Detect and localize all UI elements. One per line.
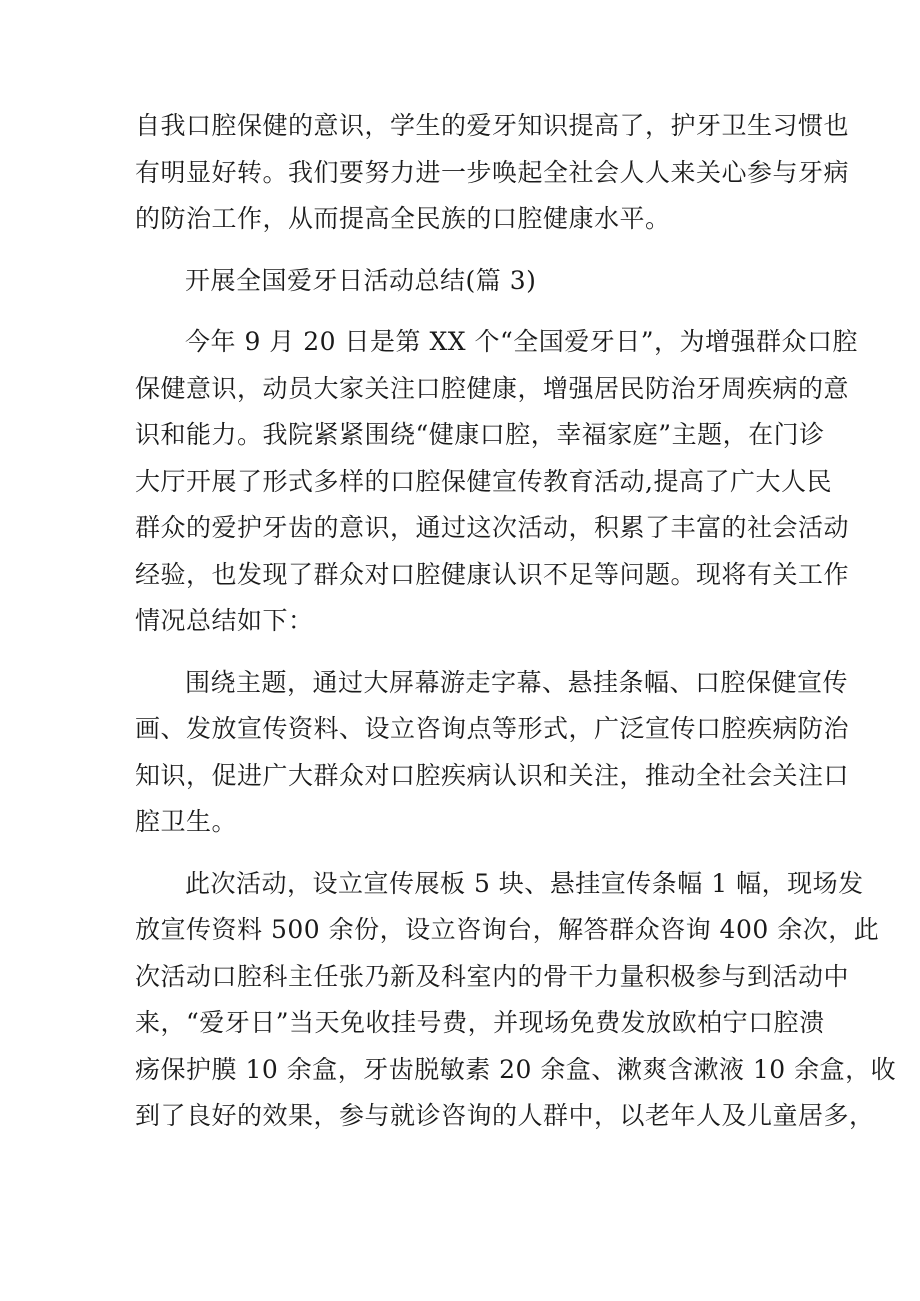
text-line: 的防治工作，从而提高全民族的口腔健康水平。 (135, 204, 671, 233)
text-line: 此次活动，设立宣传展板 5 块、悬挂宣传条幅 1 幅，现场发 (185, 868, 864, 898)
document-body (135, 103, 897, 1140)
text-line: 情况总结如下： (135, 606, 314, 635)
paragraph-theme (135, 660, 850, 846)
text-line: 知识，促进广大群众对口腔疾病认识和关注，推动全社会关注口 (135, 760, 850, 790)
text-line: 今年 9 月 20 日是第 XX 个“全国爱牙日”，为增强群众口腔 (185, 327, 859, 356)
text-line: 保健意识，动员大家关注口腔健康，增强居民防治牙周疾病的意 (135, 373, 850, 403)
text-line: 次活动口腔科主任张乃新及科室内的骨干力量积极参与到活动中 (135, 961, 850, 991)
text-line: 自我口腔保健的意识，学生的爱牙知识提高了，护牙卫生习惯也 (135, 111, 850, 140)
text-line: 来，“爱牙日”当天免收挂号费，并现场免费发放欧柏宁口腔溃 (135, 1008, 825, 1037)
text-line: 大厅开展了形式多样的口腔保健宣传教育活动,提高了广大人民 (135, 466, 832, 496)
text-line: 识和能力。我院紧紧围绕“健康口腔，幸福家庭”主题，在门诊 (135, 420, 825, 449)
text-line: 群众的爱护牙齿的意识，通过这次活动，积累了丰富的社会活动 (135, 513, 850, 542)
section-heading (135, 258, 795, 305)
paragraph-closing-previous (135, 103, 850, 243)
paragraph-activity-details (135, 861, 897, 1140)
text-line: 围绕主题，通过大屏幕游走字幕、悬挂条幅、口腔保健宣传 (185, 667, 849, 697)
text-line: 疡保护膜 10 余盒，牙齿脱敏素 20 余盒、漱爽含漱液 10 余盒，收 (135, 1054, 897, 1084)
text-line: 画、发放宣传资料、设立咨询点等形式，广泛宣传口腔疾病防治 (135, 714, 850, 743)
heading-text: 开展全国爱牙日活动总结(篇 3) (185, 265, 537, 295)
text-line: 有明显好转。我们要努力进一步唤起全社会人人来关心参与牙病 (135, 157, 850, 187)
text-line: 放宣传资料 500 余份，设立咨询台，解答群众咨询 400 余次，此 (135, 915, 880, 944)
text-line: 到了良好的效果，参与就诊咨询的人群中，以老年人及儿童居多， (135, 1101, 875, 1130)
text-line: 腔卫生。 (135, 807, 238, 836)
text-line: 经验，也发现了群众对口腔健康认识不足等问题。现将有关工作 (135, 559, 850, 589)
paragraph-intro (135, 319, 859, 645)
